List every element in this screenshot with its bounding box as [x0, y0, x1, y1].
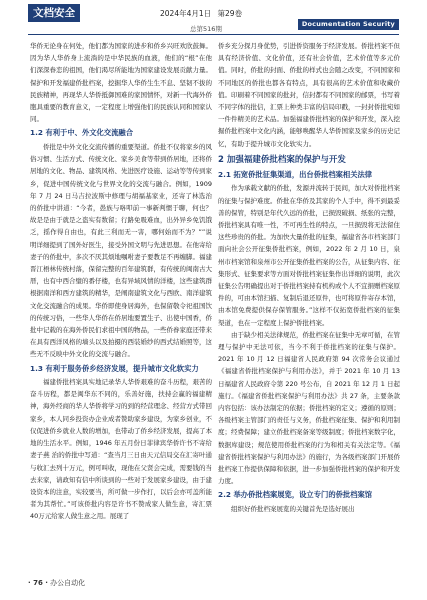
- issue-volume: 第29卷: [217, 9, 243, 18]
- paragraph: 华侨无论身在何处，他们都为国家的进步和侨乡兴旺欢欣鼓舞。因为华人华侨身上流淌的是中华民族的血液，他们的“根”在他们深深眷恋的祖国，他们渴尽所能地为国家建设发展贡献力量。保护和开发福建侨批档案，挖掘华人华侨生生不息、坚韧不拔的民族精神，再现华人华侨抵御国难的家国情怀，对新一代海外侨胞具重要的教育意义，一定程度上增强他们的民族认同和国家认同。: [30, 42, 212, 124]
- subsection-heading: 2.2 举办侨批档案展览，设立专门的侨批档案馆: [218, 490, 373, 500]
- journal-logo: 文档安全: [28, 4, 80, 22]
- subsection-heading: 1.2 有利于中、外文化交流融合: [30, 128, 134, 138]
- issue-date: 2024年4月1日: [160, 9, 212, 18]
- page-footer: [28, 578, 85, 588]
- header-rule: [28, 34, 399, 35]
- section-heading: 2 加强福建侨批档案的保护与开发: [218, 154, 346, 165]
- paragraph: 作为承载文献的侨批，发源并流转于民间，加大对侨批档案的征集与保护难度。侨批在华侨及其家的个人手中，得不到最妥善的保管，特别是年代久远的侨批，已损毁破损、纸张的完整，侨批档案具有唯一性，不可再生性的特点，一旦损毁将无法留住这些珍贵的侨批。为加快大量侨批的征集，福建省各市档案部门面向社会公开征集侨批档案，例如，2022 年 2 月 10 日，泉州市档案馆和泉州市公开征集侨批档案的公告，从征集内容、征集形式、征集要求等方面对侨批档案征集作出详细的说明，此次征集公告明确提出对于侨批档案持有机构或个人不宜捐赠档案原件的，可由本馆扫描、复制后退还原件，也可将原件寄存本馆，由本馆免费提供保存保管服务。”这样不仅拓宽侨批档案的征集渠道，也在一定程度上保护侨批档案。: [218, 184, 400, 327]
- paragraph: 侨乡充分探月身优势，引进侨资服务于经济发展。侨批档案不但具有经济价值、文化价值，还有社会价值，艺术价值等多元价值。同时，侨批的封面、侨批的样式也会随之改变，不同国家和不同地区的侨批也都各有特点，具有很高的艺术价值和收藏价值。印刷着不同国家的批封，信封都有不同国家的邮票，书写着不同字体的批信，汇票上种类丰富的信局印戳，一封封侨批宛如一件件精美的艺术品。加强福建侨批档案的保护和开发，深入挖掘侨批档案中文化内涵，能够唤醒华人华侨国家及家乡的历史记忆，有助于提升城市文化软实力。: [218, 42, 400, 148]
- left-column: [30, 40, 212, 572]
- total-issue: 总第516期: [190, 25, 222, 33]
- paragraph: 侨批是中外文化交流传播的重要渠道。侨批不仅将家乡的风俗习惯、生活方式、传统文化、家乡美食等带到侨居地，还将侨居地的文化、物品、建筑风格、先进医疗设施、运动等等传到家乡，促进中国传统文化与世界文化的交流与融合。例如，1909 年 7 月 24 日马吉拉波斯中修理与胡福基家业，还寄了林选治的侨批中讲道：“今者，愚族与咯叩前一事新判惯于聊，何也？故是是由于就是之盗实有数留；行路免吸难血，出外异乡免饥饿乏，摇作得自由也，有此三利而无一害，哪何始而不为？””说明详细提到了国外好医生，接受外国文明与先进思想。在他寄给妻子的侨批中，多次不厌其烦地嘱咐妻子要教足不再缠脚。福建晋江梧林传统村落，保留完整的百年建筑群，有传统的闽南古大厝，也有中西合璧的番仔楼，也有异域风情的洋楼，这些建筑群根据南洋和西方建筑的精华，是阐南建筑文化与西欧、南洋建筑文化交流融合的成果。华侨即使身居海外，也保留敬令祀祖国饮的传统习俗，一些华人华侨在侨居地要置生子、出使中国香，侨批中记载的在海外侨民们求祖中国的物品，一些侨眷家庭还带来在具有西洋风格的墙头以及拍摄的西装婚纱的西式结婚照等，这些无不反映中外文化的交流与融合。: [30, 142, 212, 359]
- section-tab: Documentation Security: [298, 19, 399, 30]
- footer-brand: 办公自动化: [50, 579, 86, 587]
- paragraph: 福建侨批档案具实地记录华人华侨艰难的奋斗历程，艰苦的奋斗历程，都是闽华东不同的，乐善好施，扶持会赢的福建精神，海外经商的华人华侨将学习的到的经营理念、经营方式带回家乡，本人同乡投资办企业成者赞助家乡建设，为家乡创业，不仅促进侨乡就业人数的增加，也带动了侨乡经济发展，提高了本地的生活水平。例如，1946 年五月份日菲律宾华侨许书不寄给妻子燕 治的侨批中写道：“查当月三日由天元信局交在汇寄叶通与收汇去列十万元，例可叫收，现他在父贤会完成，需要钱的当去来家，请政知有信中所谈到的一些对于发展家乡建设，由于建设资本的注意，实较要当，所可做一步作打，以后会亦可盖所能者为其帮忙。”可该侨批内容是许书不赞成家人做生意，寄汇票40万元给家人做生意之用。展现了: [30, 378, 212, 521]
- paragraph: 组织好侨批档案展览的关键首先是选好展出: [231, 504, 355, 513]
- subsection-heading: 2.1 拓宽侨批征集渠道，出台侨批档案相关法律: [218, 169, 373, 179]
- issue-info: [160, 8, 242, 19]
- page-header: [0, 0, 427, 38]
- subsection-heading: 1.3 有利于服务侨乡经济发展，提升城市文化软实力: [30, 363, 199, 373]
- paragraph: 由于缺少相关法律规范，侨批档案在征集中无章可循，在管理与保护中无法可依，当今不利于侨批档案的征集与保护。2021 年 10 月 12 日福建省人民政府第 94 次常务会议通过《福建省侨批档案保护与利用办法》，并于 2021 年 10 月 13 日福建省人民政府令第 220 号公布，自 2021 年 12 月 1 日起施行。《福建省侨批档案保护与利用办法》共 27 条，主要条款内容包括：该办法制定的依据；侨批档案的定义；遵循的原则；各级档案主管部门的责任与义务，侨批档案征集、保护和利用制度；经费保障；建立侨批档案备案等级制度；侨批档案数字化，数据库建设；规范使用侨批档案的行为和相关有关法定等。《福建省侨批档案保护与利用办法》的施行，为各级档案部门开展侨批档案工作提供保障和依据，进一步加强侨批档案的保护和开发力度。: [218, 330, 400, 486]
- page-number: · 76 ·: [28, 579, 48, 587]
- right-column: [218, 40, 400, 572]
